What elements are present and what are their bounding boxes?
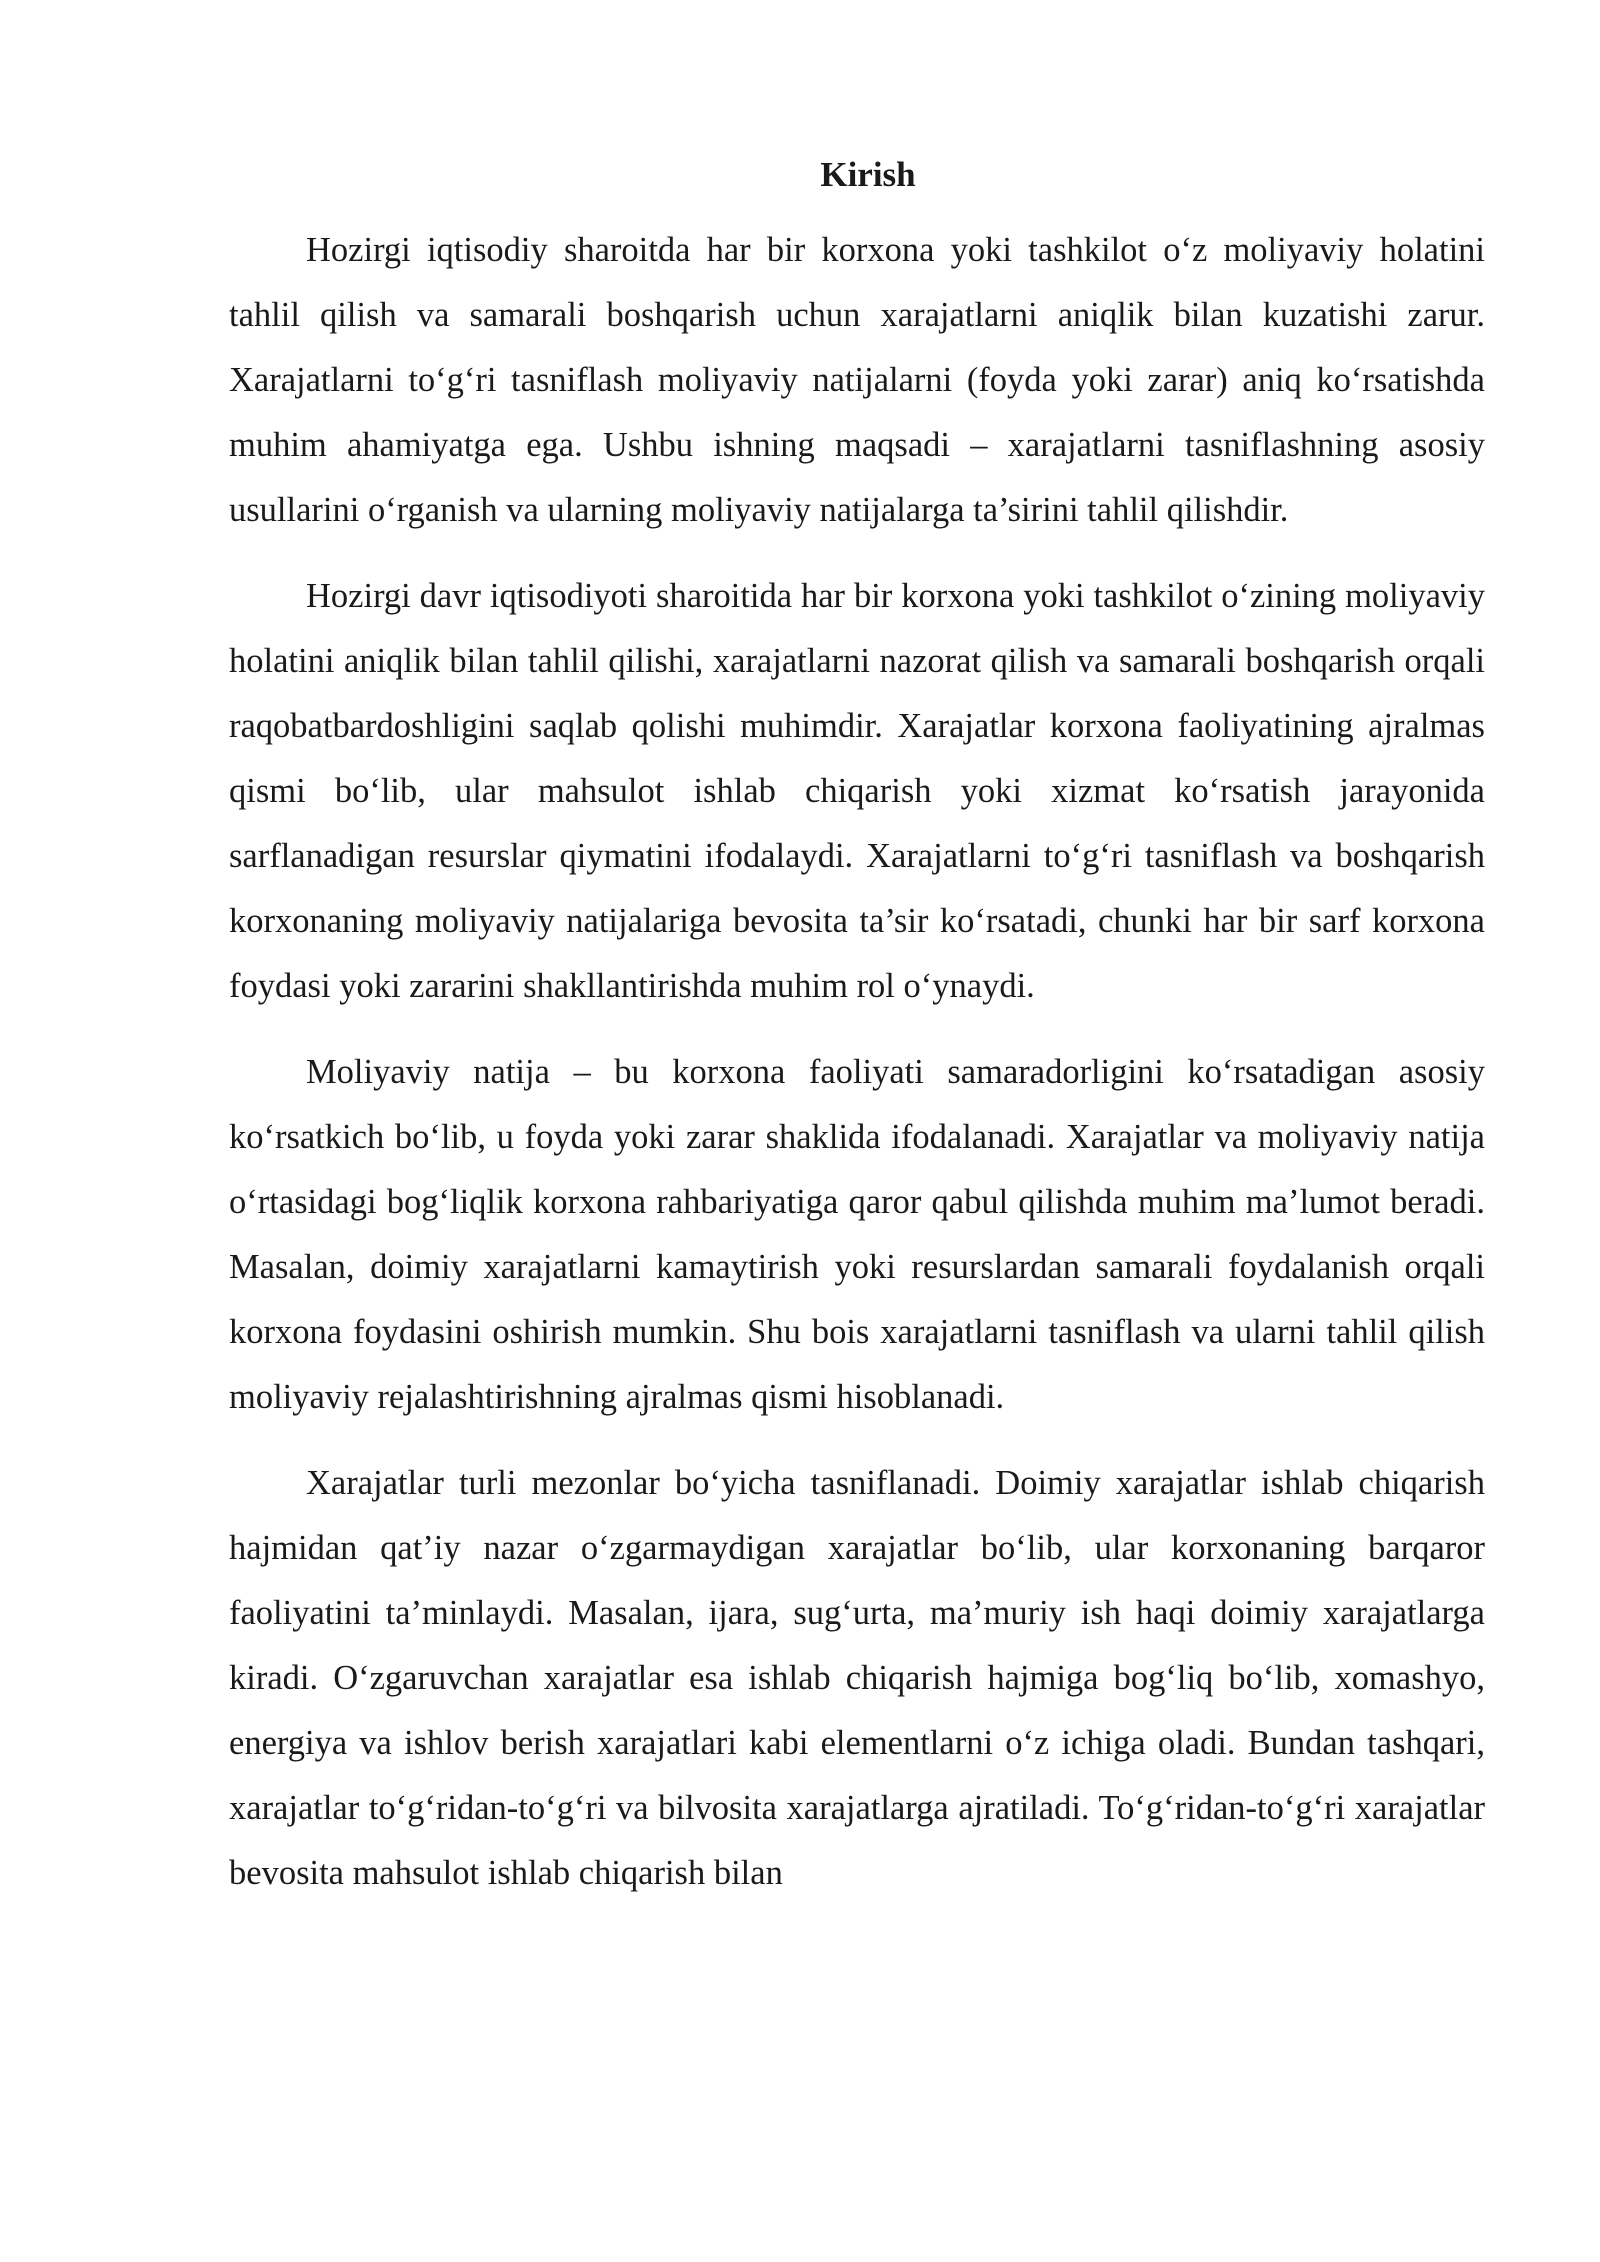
section-title: Kirish: [820, 155, 916, 194]
paragraph-1: Hozirgi iqtisodiy sharoitda har bir korxona yoki tashkilot o‘z moliyaviy holatini tahlil qilish va samarali boshqarish uchun xarajatlarni aniqlik bilan kuzatishi zarur. Xarajatlarni to‘g‘ri tasniflash moliyaviy natijalarni (foyda yoki zarar) aniq ko‘rsatishda muhim ahamiyatga ega. Ushbu ishning maqsadi – xarajatlarni tasniflashning asosiy usullarini o‘rganish va ularning moliyaviy natijalarga ta’sirini tahlil qilishdir.: [229, 231, 1485, 529]
paragraph-4: Xarajatlar turli mezonlar bo‘yicha tasniflanadi. Doimiy xarajatlar ishlab chiqarish hajmidan qat’iy nazar o‘zgarmaydigan xarajatlar bo‘lib, ular korxonaning barqaror faoliyatini ta’minlaydi. Masalan, ijara, sug‘urta, ma’muriy ish haqi doimiy xarajatlarga kiradi. O‘zgaruvchan xarajatlar esa ishlab chiqarish hajmiga bog‘liq bo‘lib, xomashyo, energiya va ishlov berish xarajatlari kabi elementlarni o‘z ichiga oladi. Bundan tashqari, xarajatlar to‘g‘ridan-to‘g‘ri va bilvosita xarajatlarga ajratiladi. To‘g‘ridan-to‘g‘ri xarajatlar bevosita mahsulot ishlab chiqarish bilan: [229, 1464, 1485, 1892]
paragraph-3: Moliyaviy natija – bu korxona faoliyati samaradorligini ko‘rsatadigan asosiy ko‘rsatkich bo‘lib, u foyda yoki zarar shaklida ifodalanadi. Xarajatlar va moliyaviy natija o‘rtasidagi bog‘liqlik korxona rahbariyatiga qaror qabul qilishda muhim ma’lumot beradi. Masalan, doimiy xarajatlarni kamaytirish yoki resurslardan samarali foydalanish orqali korxona foydasini oshirish mumkin. Shu bois xarajatlarni tasniflash va ularni tahlil qilish moliyaviy rejalashtirishning ajralmas qismi hisoblanadi.: [229, 1053, 1485, 1416]
document-body: [229, 150, 1485, 1927]
paragraph-2: Hozirgi davr iqtisodiyoti sharoitida har bir korxona yoki tashkilot o‘zining moliyaviy holatini aniqlik bilan tahlil qilishi, xarajatlarni nazorat qilish va samarali boshqarish orqali raqobatbardoshligini saqlab qolishi muhimdir. Xarajatlar korxona faoliyatining ajralmas qismi bo‘lib, ular mahsulot ishlab chiqarish yoki xizmat ko‘rsatish jarayonida sarflanadigan resurslar qiymatini ifodalaydi. Xarajatlarni to‘g‘ri tasniflash va boshqarish korxonaning moliyaviy natijalariga bevosita ta’sir ko‘rsatadi, chunki har bir sarf korxona foydasi yoki zararini shakllantirishda muhim rol o‘ynaydi.: [229, 577, 1485, 1005]
